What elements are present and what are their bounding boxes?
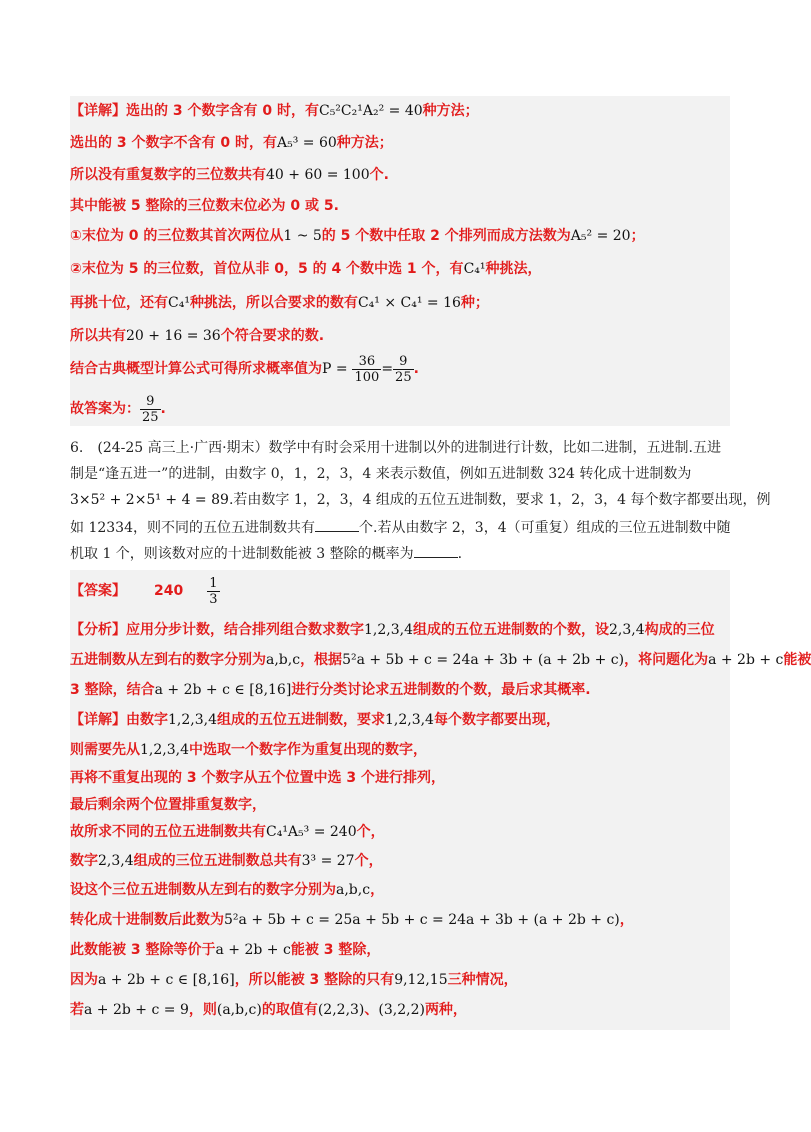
answer-label: 【答案】 [70, 583, 126, 599]
detail-6-line-9: 此数能被 3 整除等价于a + 2b + c能被 3 整除， [70, 942, 381, 958]
detail-6-line-2: 则需要先从1,2,3,4中选取一个数字作为重复出现的数字， [70, 742, 427, 758]
math-expression: C₄¹ × C₄¹ = 16 [357, 295, 461, 311]
math-expression: a,b,c [336, 882, 371, 898]
question-6-line-5: 机取 1 个，则该数对应的十进制数能被 3 整除的概率为 . [70, 543, 462, 564]
math-expression: 40 + 60 = 100 [266, 167, 370, 183]
solution-5-line-1: 【详解】选出的 3 个数字含有 0 时，有C₅²C₂¹A₂² = 40种方法； [70, 103, 479, 119]
solution-5-line-3: 所以没有重复数字的三位数共有40 + 60 = 100个. [70, 167, 389, 183]
solution-5-line-5: ①末位为 0 的三位数其首次两位从1 ~ 5的 5 个数中任取 2 个排列而成方法数为A₅² = 20； [70, 228, 645, 244]
math-expression: 3×5² + 2×5¹ + 4 = 89 [70, 492, 229, 508]
math-expression: A₅² = 20 [570, 228, 631, 244]
detail-6-line-7: 设这个三位五进制数从左到右的数字分别为a,b,c， [70, 882, 385, 898]
answer-blank [414, 543, 458, 558]
math-expression: 5²a + 5b + c = 24a + 3b + (a + 2b + c) [342, 652, 625, 668]
math-expression: 1 ~ 5 [283, 228, 322, 244]
math-expression: C₄¹ [463, 261, 486, 277]
math-expression: 1,2,3,4 [168, 712, 217, 728]
math-expression: a + 2b + c [708, 652, 784, 668]
math-expression: C₅²C₂¹A₂² = 40 [318, 103, 423, 119]
detail-6-line-1: 【详解】由数字1,2,3,4组成的五位五进制数，要求1,2,3,4每个数字都要出现， [70, 712, 560, 728]
question-6-line-1: 6. (24-25 高三上·广西·期末）数学中有时会采用十进制以外的进制进行计数，比如二进制，五进制.五进 [70, 440, 721, 456]
math-expression: a + 2b + c [215, 942, 291, 958]
fraction: $\frac{9}{25}$ [142, 393, 159, 425]
math-expression: 9,12,15 [394, 972, 448, 988]
math-expression: 5²a + 5b + c = 25a + 5b + c = 24a + 3b + (a + 2b + c) [224, 912, 620, 928]
math-expression: (2,2,3) [317, 1002, 365, 1018]
detail-6-line-4: 最后剩余两个位置排重复数字， [70, 797, 266, 813]
math-expression: C₄¹A₅³ = 240 [266, 824, 357, 840]
math-expression: a + 2b + c ∈ [8,16] [154, 682, 292, 698]
math-expression: a,b,c [266, 652, 301, 668]
answer-blank [315, 517, 359, 532]
solution-5-line-7: 再挑十位，还有C₄¹种挑法，所以合要求的数有C₄¹ × C₄¹ = 16种； [70, 295, 489, 311]
fraction: $\frac{36}{100}$ [354, 353, 380, 385]
solution-5-line-6: ②末位为 5 的三位数，首位从非 0，5 的 4 个数中选 1 个，有C₄¹种挑法， [70, 261, 542, 277]
math-expression: 1,2,3,4 [364, 622, 413, 638]
math-expression: 2,3,4 [608, 622, 645, 638]
math-expression: 2,3,4 [98, 853, 134, 869]
question-6-line-3: 3×5² + 2×5¹ + 4 = 89.若由数字 1，2，3，4 组成的五位五进制数，要求 1，2，3，4 每个数字都要出现，例 [70, 492, 771, 508]
fraction: $\frac{9}{25}$ [395, 353, 412, 385]
detail-6-line-3: 再将不重复出现的 3 个数字从五个位置中选 3 个进行排列， [70, 770, 445, 786]
solution-5-line-10: 故答案为： $\frac{9}{25}$ . [70, 393, 166, 425]
math-expression: a + 2b + c = 9 [84, 1002, 189, 1018]
solution-5-line-9: 结合古典概型计算公式可得所求概率值为P = $\frac{36}{100}$ = $\frac{9}{25}$ . [70, 353, 419, 385]
analysis-6-line-2: 五进制数从左到右的数字分别为a,b,c，根据5²a + 5b + c = 24a + 3b + (a + 2b + c)，将问题化为a + 2b + c能被 [70, 652, 811, 668]
math-expression: P = [322, 361, 348, 377]
answer-value-1: 240 [154, 583, 184, 599]
detail-6-line-8: 转化成十进制数后此数为5²a + 5b + c = 25a + 5b + c = 24a + 3b + (a + 2b + c)， [70, 912, 634, 928]
math-expression: a + 2b + c ∈ [8,16] [98, 972, 235, 988]
solution-5-line-2: 选出的 3 个数字不含有 0 时，有A₅³ = 60种方法； [70, 135, 393, 151]
math-expression: 1,2,3,4 [140, 742, 189, 758]
math-expression: 1,2,3,4 [384, 712, 434, 728]
analysis-6-line-1: 【分析】应用分步计数，结合排列组合数求数字1,2,3,4组成的五位五进制数的个数，设2,3,4构成的三位 [70, 622, 715, 638]
math-expression: (a,b,c) [216, 1002, 262, 1018]
question-6-line-2: 制是“逢五进一”的进制，由数字 0，1，2，3，4 来表示数值，例如五进制数 324 转化成十进制数为 [70, 466, 692, 482]
math-expression: (3,2,2) [378, 1002, 425, 1018]
analysis-6-line-3: 3 整除，结合a + 2b + c ∈ [8,16]进行分类讨论求五进制数的个数，最后求其概率. [70, 682, 591, 698]
answer-value-2: $\frac{1}{3}$ [209, 575, 218, 607]
math-expression: A₅³ = 60 [276, 135, 337, 151]
answer-6-line [70, 573, 220, 609]
math-expression: 3³ = 27 [301, 853, 355, 869]
solution-5-line-4: 其中能被 5 整除的三位数末位必为 0 或 5. [70, 198, 339, 214]
detail-6-line-6: 数字2,3,4组成的三位五进制数总共有3³ = 27个， [70, 853, 383, 869]
math-expression: C₄¹ [168, 295, 190, 311]
question-6-line-4: 如 12334，则不同的五位五进制数共有 个.若从由数字 2，3，4（可重复）组成的三位五进制数中随 [70, 517, 731, 538]
math-expression: 20 + 16 = 36 [126, 328, 221, 344]
solution-5-line-8: 所以共有20 + 16 = 36个符合要求的数. [70, 328, 325, 344]
detail-6-line-5: 故所求不同的五位五进制数共有C₄¹A₅³ = 240个， [70, 824, 385, 840]
detail-6-line-11: 若a + 2b + c = 9，则(a,b,c)的取值有(2,2,3)、(3,2,2)两种， [70, 1002, 467, 1018]
detail-6-line-10: 因为a + 2b + c ∈ [8,16]，所以能被 3 整除的只有9,12,15三种情况， [70, 972, 518, 988]
